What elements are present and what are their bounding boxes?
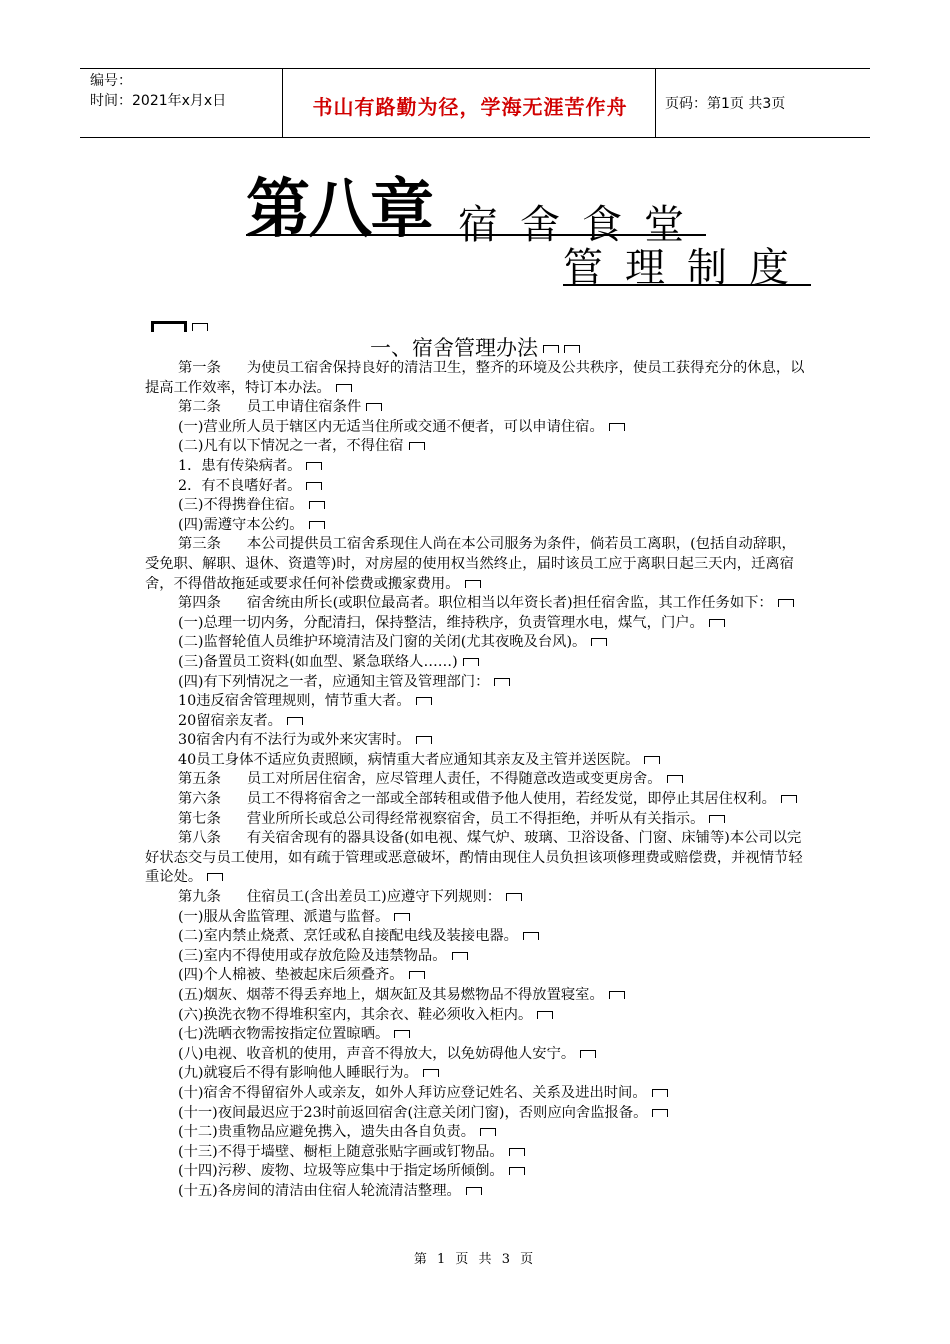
paragraph-mark-icon: [207, 873, 223, 881]
header-page-info: 页码：第1页 共3页: [665, 96, 786, 112]
article-label: 第一条: [178, 360, 221, 376]
paragraph-text: (四)需遵守本公约。: [178, 516, 304, 533]
paragraph-mark-icon: [506, 893, 522, 901]
header-meta: [90, 71, 280, 111]
paragraph-mark-icon: [781, 795, 797, 803]
section-title: [0, 332, 950, 362]
list-item: [145, 633, 810, 653]
paragraph-text: 员工对所居住宿舍，应尽管理人责任，不得随意改造或变更房舍。: [246, 771, 662, 788]
paragraph-mark-icon: [416, 736, 432, 744]
doc-time-label: 时间：2021年x月x日: [90, 93, 227, 109]
paragraph-text: 营业所所长或总公司得经常视察宿舍，员工不得拒绝，并听从有关指示。: [246, 810, 705, 827]
paragraph-mark-icon: [644, 756, 660, 764]
paragraph-mark-icon: [480, 1128, 496, 1136]
paragraph-mark-icon: [494, 678, 510, 686]
list-item: [145, 908, 810, 928]
paragraph-mark-icon: [306, 462, 322, 470]
paragraph-text: (三)室内不得使用或存放危险及违禁物品。: [178, 947, 447, 964]
list-item: [145, 751, 810, 771]
section-title-text: 一、宿舍管理办法: [370, 336, 538, 360]
paragraph-mark-icon: [394, 913, 410, 921]
list-item: [145, 418, 810, 438]
chapter-title-part2: 管理制度: [563, 236, 811, 286]
paragraph-text: 为使员工宿舍保持良好的清洁卫生，整齐的环境及公共秩序，使员工获得充分的休息，以提高工作效率，特订本办法。: [145, 360, 805, 396]
paragraph-mark-icon: [463, 658, 479, 666]
list-item: [145, 477, 810, 497]
article-paragraph: [145, 810, 810, 830]
paragraph-mark-icon: [609, 423, 625, 431]
paragraph-text: 10违反宿舍管理规则，情节重大者。: [178, 693, 411, 710]
list-item: [145, 516, 810, 536]
list-item: [145, 692, 810, 712]
paragraph-text: (十四)污秽、废物、垃圾等应集中于指定场所倾倒。: [178, 1163, 504, 1180]
paragraph-mark-icon: [287, 717, 303, 725]
paragraph-mark-icon: [465, 580, 481, 588]
article-label: 第八条: [178, 830, 221, 847]
list-item: [145, 712, 810, 732]
paragraph-mark-icon: [580, 1050, 596, 1058]
paragraph-mark-icon: [452, 952, 468, 960]
paragraph-text: (五)烟灰、烟蒂不得丢弃地上，烟灰缸及其易燃物品不得放置寝室。: [178, 987, 604, 1003]
chapter-title-part1: 宿舍食堂: [458, 202, 706, 248]
paragraph-text: 员工不得将宿舍之一部或全部转租或借予他人使用，若经发觉，即停止其居住权利。: [246, 791, 776, 808]
paragraph-text: (三)不得携眷住宿。: [178, 497, 304, 514]
paragraph-text: (八)电视、收音机的使用，声音不得放大，以免妨碍他人安宁。: [178, 1045, 576, 1062]
paragraph-mark-icon: [509, 1167, 525, 1175]
paragraph-text: (三)备置员工资料(如血型、紧急联络人……): [178, 653, 458, 670]
paragraph-text: 住宿员工(含出差员工)应遵守下列规则：: [246, 889, 502, 906]
article-paragraph: [145, 398, 810, 418]
paragraph-mark-icon: [667, 775, 683, 783]
paragraph-text: (十二)贵重物品应避免携入，遗失由各自负责。: [178, 1124, 476, 1141]
paragraph-text: 宿舍统由所长(或职位最高者。职位相当以年资长者)担任宿舍监，其工作任务如下：: [246, 595, 773, 612]
list-item: [145, 1182, 810, 1202]
paragraph-text: (一)服从舍监管理、派遣与监督。: [178, 908, 390, 925]
paragraph-text: 员工申请住宿条件: [246, 399, 362, 416]
list-item: [145, 1143, 810, 1163]
paragraph-mark-icon: [309, 521, 325, 529]
list-item: [145, 1162, 810, 1182]
header-motto: 书山有路勤为径，学海无涯苦作舟: [312, 95, 628, 119]
article-paragraph: [145, 594, 810, 614]
paragraph-text: (四)个人棉被、垫被起床后须叠齐。: [178, 967, 404, 984]
paragraph-mark-icon: [609, 991, 625, 999]
paragraph-text: (一)总理一切内务，分配清扫，保持整洁，维持秩序，负责管理水电，煤气，门户。: [178, 614, 704, 631]
paragraph-mark-icon: [306, 482, 322, 490]
article-label: 第二条: [178, 399, 221, 416]
paragraph-mark-icon: [652, 1109, 668, 1117]
article-paragraph: [145, 535, 810, 594]
list-item: [145, 653, 810, 673]
paragraph-text: (十五)各房间的清洁由住宿人轮流清洁整理。: [178, 1182, 461, 1199]
paragraph-text: 40员工身体不适应负责照顾，病情重大者应通知其亲友及主管并送医院。: [178, 751, 640, 768]
list-item: [145, 1045, 810, 1065]
list-item: [145, 1025, 810, 1045]
paragraph-mark-icon: [409, 971, 425, 979]
paragraph-text: (二)室内禁止烧煮、烹饪或私自接配电线及装接电器。: [178, 928, 518, 945]
paragraph-text: (十三)不得于墙壁、橱柜上随意张贴字画或钉物品。: [178, 1143, 504, 1160]
paragraph-text: (七)洗晒衣物需按指定位置晾晒。: [178, 1026, 390, 1043]
paragraph-mark-icon: [366, 403, 382, 411]
paragraph-text: (六)换洗衣物不得堆积室内，其余衣、鞋必须收入柜内。: [178, 1006, 533, 1023]
paragraph-mark-icon: [509, 1148, 525, 1156]
paragraph-text: 2．有不良嗜好者。: [178, 477, 302, 494]
header-divider: [655, 69, 656, 137]
article-paragraph: [145, 888, 810, 908]
paragraph-mark-icon: [394, 1030, 410, 1038]
chapter-title-line1: [246, 158, 706, 248]
paragraph-text: 本公司提供员工宿舍系现住人尚在本公司服务为条件，倘若员工离职，(包括自动辞职，受免职、解职、退休、资遣等)时，对房屋的使用权当然终止，届时该员工应于离职日起三天内，迁离宿舍，不得借故拖延或要求任何补偿费或搬家费用。: [145, 536, 796, 592]
paragraph-text: (一)营业所人员于辖区内无适当住所或交通不便者，可以申请住宿。: [178, 418, 604, 435]
article-label: 第七条: [178, 810, 221, 827]
paragraph-mark-icon: [543, 345, 559, 353]
article-label: 第六条: [178, 791, 221, 808]
paragraph-text: (二)凡有以下情况之一者，不得住宿: [178, 438, 404, 455]
paragraph-mark-icon: [309, 501, 325, 509]
list-item: [145, 1064, 810, 1084]
paragraph-mark-icon: [423, 1069, 439, 1077]
list-item: [145, 673, 810, 693]
paragraph-text: (九)就寝后不得有影响他人睡眠行为。: [178, 1065, 418, 1082]
list-item: [145, 457, 810, 477]
paragraph-mark-icon: [409, 442, 425, 450]
paragraph-mark-icon: [709, 815, 725, 823]
paragraph-text: 有关宿舍现有的器具设备(如电视、煤气炉、玻璃、卫浴设备、门窗、床铺等)本公司以完好状态交与员工使用，如有疏于管理或恶意破坏，酌情由现住人员负担该项修理费或赔偿费，并视情节轻重论处。: [145, 830, 803, 886]
article-paragraph: [145, 790, 810, 810]
paragraph-mark-icon: [416, 697, 432, 705]
paragraph-mark-icon: [537, 1011, 553, 1019]
paragraph-text: (二)监督轮值人员维护环境清洁及门窗的关闭(尤其夜晚及台风)。: [178, 634, 587, 651]
paragraph-mark-icon: [523, 932, 539, 940]
paragraph-mark-icon: [778, 599, 794, 607]
paragraph-text: 20留宿亲友者。: [178, 712, 282, 729]
paragraph-mark-icon: [564, 345, 580, 353]
list-item: [145, 1123, 810, 1143]
list-item: [145, 437, 810, 457]
article-label: 第五条: [178, 771, 221, 788]
chapter-number: 第八章: [246, 173, 432, 247]
list-item: [145, 1006, 810, 1026]
article-paragraph: [145, 359, 810, 398]
paragraph-mark-icon: [466, 1187, 482, 1195]
list-item: [145, 947, 810, 967]
paragraph-mark-icon: [336, 384, 352, 392]
list-item: [145, 496, 810, 516]
paragraph-text: (十)宿舍不得留宿外人或亲友，如外人拜访应登记姓名、关系及进出时间。: [178, 1084, 647, 1101]
paragraph-text: (四)有下列情况之一者，应通知主管及管理部门：: [178, 673, 490, 690]
document-body: [145, 359, 810, 1202]
header-divider: [282, 69, 283, 137]
paragraph-text: 1．患有传染病者。: [178, 457, 302, 474]
article-label: 第九条: [178, 889, 221, 906]
page-footer: 第 1 页 共 3 页: [413, 1252, 537, 1267]
list-item: [145, 614, 810, 634]
list-item: [145, 1104, 810, 1124]
list-item: [145, 986, 810, 1006]
article-paragraph: [145, 770, 810, 790]
list-item: [145, 1084, 810, 1104]
list-item: [145, 927, 810, 947]
page-header: [80, 68, 870, 138]
article-label: 第四条: [178, 595, 221, 612]
doc-code-label: 编号：: [90, 73, 132, 89]
paragraph-text: (十一)夜间最迟应于23时前返回宿舍(注意关闭门窗)，否则应向舍监报备。: [178, 1104, 648, 1121]
list-item: [145, 966, 810, 986]
paragraph-mark-icon: [591, 638, 607, 646]
paragraph-mark-icon: [652, 1089, 668, 1097]
paragraph-text: 30宿舍内有不法行为或外来灾害时。: [178, 732, 411, 749]
paragraph-mark-icon: [709, 619, 725, 627]
article-paragraph: [145, 829, 810, 888]
article-label: 第三条: [178, 536, 221, 553]
list-item: [145, 731, 810, 751]
